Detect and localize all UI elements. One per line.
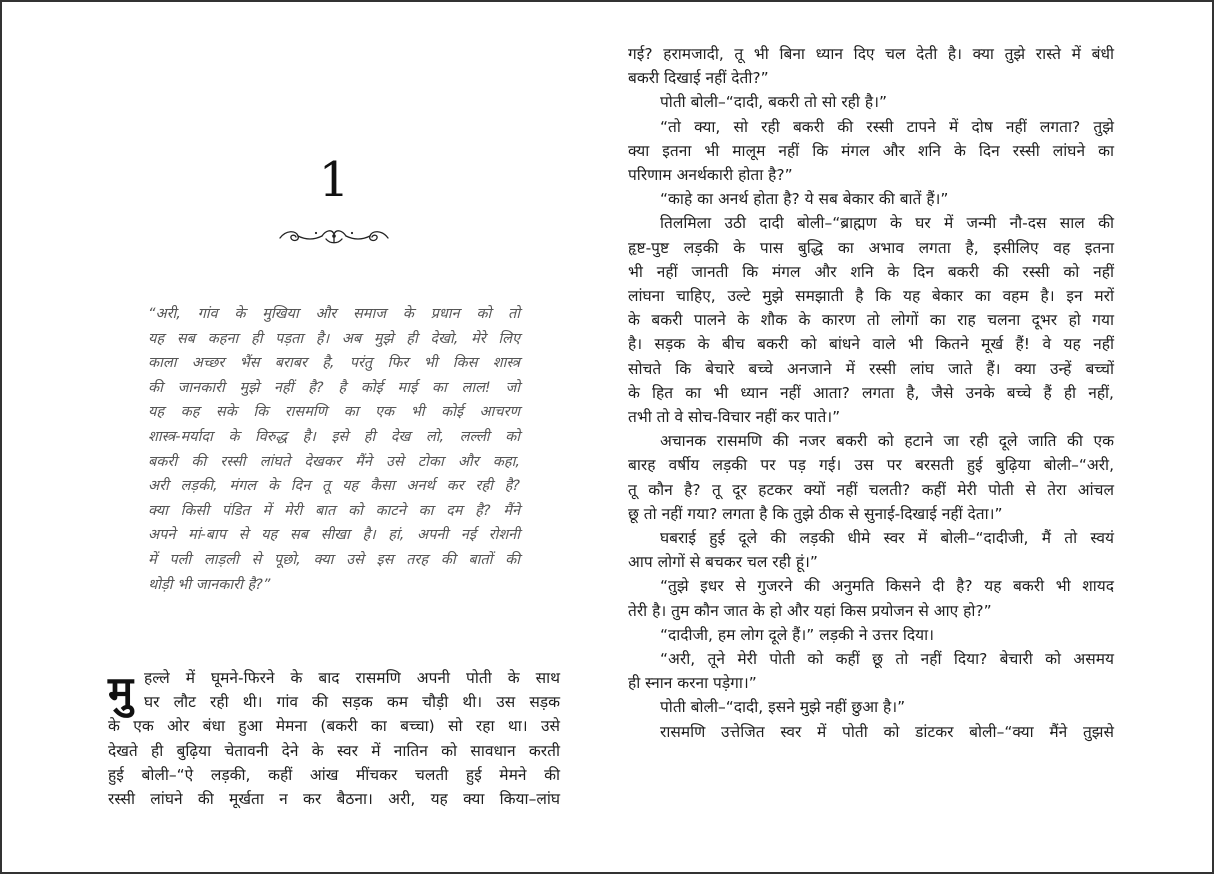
- body-line: “तुझे इधर से गुजरने की अनुमति किसने दी है? यह बकरी भी शायद: [660, 577, 1114, 596]
- epigraph-line: क्या किसी पंडित में मेरी बात को काटने का दम है? मैंने: [148, 502, 520, 519]
- body-line: देखते ही बुढ़िया चेतावनी देने के स्वर में नातिन को सावधान करती: [108, 741, 560, 760]
- right-body-text: [628, 42, 1114, 744]
- body-line: “तो क्या, सो रही बकरी की रस्सी टापने में दोष नहीं लगता? तुझे: [660, 117, 1114, 136]
- body-line: “काहे का अनर्थ होता है? ये सब बेकार की बातें हैं।”: [660, 190, 949, 209]
- body-line: बकरी दिखाई नहीं देती?”: [628, 69, 769, 88]
- body-line: गई? हरामजादी, तू भी बिना ध्यान दिए चल देती है। क्या तुझे रास्ते में बंधी: [628, 45, 1114, 63]
- body-line: तू कौन है? तू दूर हटकर क्यों नहीं चलती? कहीं मेरी पोती से तेरा आंचल: [628, 480, 1114, 499]
- body-line: है। सड़क के बीच बकरी को बांधने वाले भी कितने मूर्ख हैं! वे यह नहीं: [628, 335, 1114, 354]
- body-line: पोती बोली–“दादी, इसने मुझे नहीं छुआ है।”: [660, 698, 906, 717]
- epigraph-line: में पली लाड़ली से पूछो, क्या उसे इस तरह की बातों की: [148, 551, 520, 568]
- body-line: तभी तो वे सोच-विचार नहीं कर पाते।”: [628, 408, 841, 427]
- body-line: के बकरी पालने के शौक के कारण तो लोगों का राह चलना दूभर हो गया: [628, 311, 1114, 330]
- body-line: भी नहीं जानती कि मंगल और शनि के दिन बकरी की रस्सी को नहीं: [628, 262, 1114, 281]
- ornament-divider-icon: [276, 224, 392, 248]
- body-line: अचानक रासमणि की नजर बकरी को हटाने जा रही दूले जाति की एक: [660, 432, 1114, 451]
- body-line: के एक ओर बंधा हुआ मेमना (बकरी का बच्चा) सो रहा था। उसे: [108, 717, 560, 736]
- body-line: तेरी है। तुम कौन जात के हो और यहां किस प्रयोजन से आए हो?”: [628, 601, 992, 620]
- epigraph-line: थोड़ी भी जानकारी है?”: [148, 576, 271, 593]
- body-line: क्या इतना भी मालूम नहीं कि मंगल और शनि के दिन रस्सी लांघने का: [628, 141, 1114, 160]
- left-body-text: [108, 666, 560, 811]
- body-line: हुई बोली–“ऐ लड़की, कहीं आंख मींचकर चलती हुई मेमने की: [108, 765, 560, 784]
- epigraph-line: यह कह सके कि रासमणि का एक भी कोई आचरण: [148, 404, 520, 421]
- body-line: पोती बोली–“दादी, बकरी तो सो रही है।”: [660, 93, 887, 112]
- body-line: “दादीजी, हम लोग दूले हैं।” लड़की ने उत्तर दिया।: [660, 625, 934, 644]
- body-line: के हित का भी ध्यान नहीं आता? लगता है, जैसे उनके बच्चे हैं ही नहीं,: [628, 383, 1114, 402]
- body-line: लांघना चाहिए, उल्टे मुझे समझाती है कि यह बेकार का वहम है। इन मरों: [628, 287, 1114, 306]
- epigraph-line: शास्त्र-मर्यादा के विरुद्ध है। इसे ही देख लो, लल्ली को: [148, 428, 520, 445]
- body-line: सोचते कि बेचारे बच्चे अनजाने में रस्सी लांघ जाते हैं। क्या उन्हें बच्चों: [628, 359, 1114, 378]
- chapter-number: 1: [318, 152, 350, 208]
- epigraph-line: काला अच्छर भैंस बराबर है, परंतु फिर भी किस शास्त्र: [148, 355, 520, 372]
- epigraph-quote: [148, 302, 520, 597]
- body-line: रस्सी लांघने की मूर्खता न कर बैठना। अरी, यह क्या किया–लांघ: [108, 790, 560, 809]
- epigraph-line: की जानकारी मुझे नहीं है? है कोई माई का लाल! जो: [148, 379, 520, 396]
- body-line: आप लोगों से बचकर चल रही हूं।”: [628, 553, 818, 572]
- body-line: “अरी, तूने मेरी पोती को कहीं छू तो नहीं दिया? बेचारी को असमय: [660, 650, 1114, 669]
- epigraph-line: “अरी, गांव के मुखिया और समाज के प्रधान को तो: [148, 306, 520, 322]
- body-line: तिलमिला उठी दादी बोली–“ब्राह्मण के घर में जन्मी नौ-दस साल की: [660, 214, 1114, 233]
- body-line: छू तो नहीं गया? लगता है कि तुझे ठीक से सुनाई-दिखाई नहीं देता।”: [628, 504, 1003, 523]
- body-line: बारह वर्षीय लड़की पर पड़ गई। उस पर बरसती हुई बुढ़िया बोली–“अरी,: [628, 456, 1114, 475]
- body-line: परिणाम अनर्थकारी होता है?”: [628, 166, 793, 185]
- body-line: घर लौट रही थी। गांव की सड़क कम चौड़ी थी। उस सड़क: [144, 693, 560, 712]
- epigraph-line: अपने मां-बाप से यह सब सीखा है। हां, अपनी नई रोशनी: [148, 527, 520, 544]
- body-line: हल्ले में घूमने-फिरने के बाद रासमणि अपनी पोती के साथ: [144, 669, 560, 687]
- body-line: ही स्नान करना पड़ेगा।”: [628, 674, 757, 693]
- epigraph-line: अरी लड़की, मंगल के दिन तू यह कैसा अनर्थ कर रही है?: [148, 478, 520, 495]
- body-line: हृष्ट-पुष्ट लड़की के पास बुद्धि का अभाव लगता है, इसीलिए वह इतना: [628, 238, 1114, 257]
- epigraph-line: यह सब कहना ही पड़ता है। अब मुझे ही देखो, मेरे लिए: [148, 330, 520, 347]
- body-line: रासमणि उत्तेजित स्वर में पोती को डांटकर बोली–“क्या मैंने तुझसे: [660, 722, 1114, 741]
- epigraph-line: बकरी की रस्सी लांघते देखकर मैंने उसे टोका और कहा,: [148, 453, 520, 470]
- body-line: घबराई हुई दूले की लड़की धीमे स्वर में बोली–“दादीजी, मैं तो स्वयं: [660, 529, 1114, 548]
- drop-cap: मु: [108, 667, 134, 716]
